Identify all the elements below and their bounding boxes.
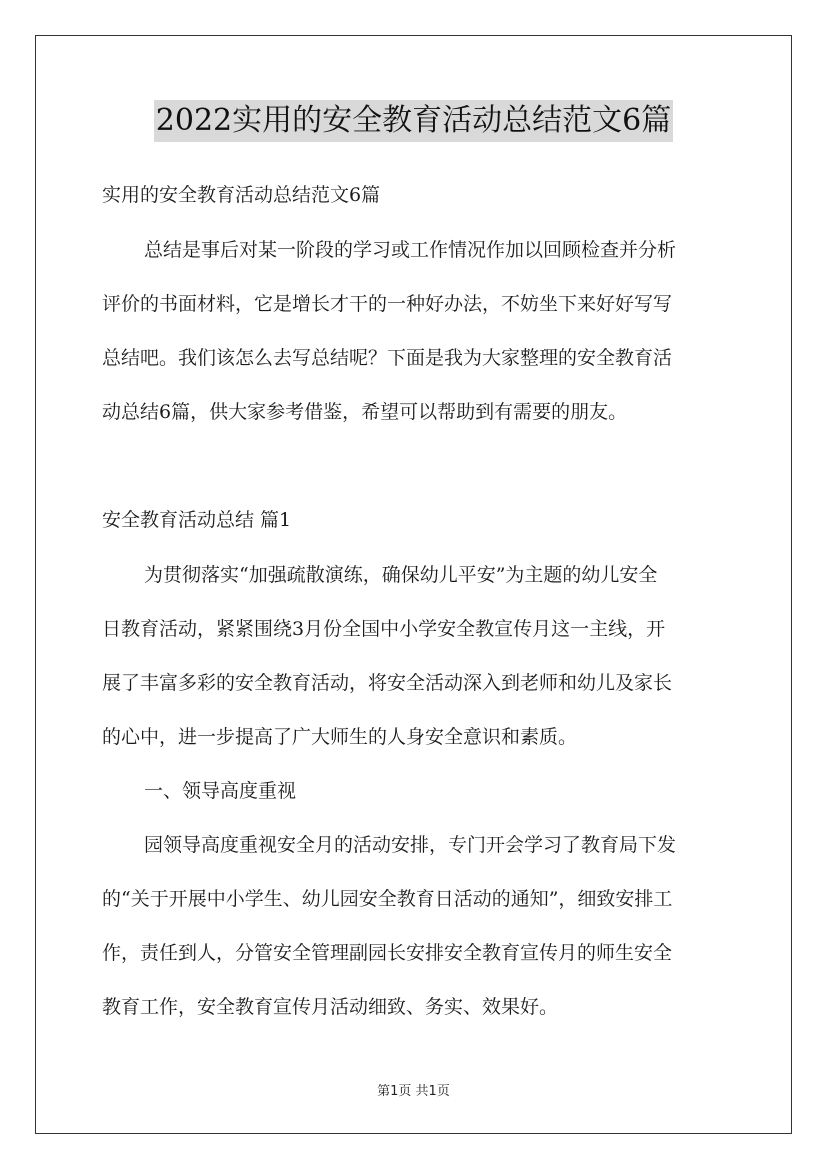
document-subtitle: 实用的安全教育活动总结范文6篇 <box>102 184 381 206</box>
para1-line-2: 日教育活动，紧紧围绕3月份全国中小学安全教宣传月这一主线，开 <box>102 618 666 640</box>
para2-line-3: 作，责任到人，分管安全管理副园长安排安全教育宣传月的师生安全 <box>102 942 673 964</box>
title-container <box>0 100 827 142</box>
intro-line-4: 动总结6篇，供大家参考借鉴，希望可以帮助到有需要的朋友。 <box>102 401 628 423</box>
intro-line-3: 总结吧。我们该怎么去写总结呢？下面是我为大家整理的安全教育活 <box>102 347 673 369</box>
document-title: 2022实用的安全教育活动总结范文6篇 <box>154 100 673 142</box>
para2-line-4: 教育工作，安全教育宣传月活动细致、务实、效果好。 <box>102 996 559 1018</box>
sub-heading: 一、领导高度重视 <box>144 780 297 802</box>
section-heading: 安全教育活动总结 篇1 <box>102 509 292 531</box>
para1-line-3: 展了丰富多彩的安全教育活动，将安全活动深入到老师和幼儿及家长 <box>102 672 673 694</box>
para1-line-1: 为贯彻落实“加强疏散演练，确保幼儿平安”为主题的幼儿安全 <box>144 564 658 586</box>
para1-line-4: 的心中，进一步提高了广大师生的人身安全意识和素质。 <box>102 726 578 748</box>
intro-line-1: 总结是事后对某一阶段的学习或工作情况作加以回顾检查并分析 <box>144 239 677 261</box>
page-footer: 第1页 共1页 <box>377 1084 450 1099</box>
para2-line-1: 园领导高度重视安全月的活动安排，专门开会学习了教育局下发 <box>144 834 677 856</box>
intro-line-2: 评价的书面材料，它是增长才干的一种好办法，不妨坐下来好好写写 <box>102 293 673 315</box>
para2-line-2: 的“关于开展中小学生、幼儿园安全教育日活动的通知”，细致安排工 <box>102 888 673 910</box>
